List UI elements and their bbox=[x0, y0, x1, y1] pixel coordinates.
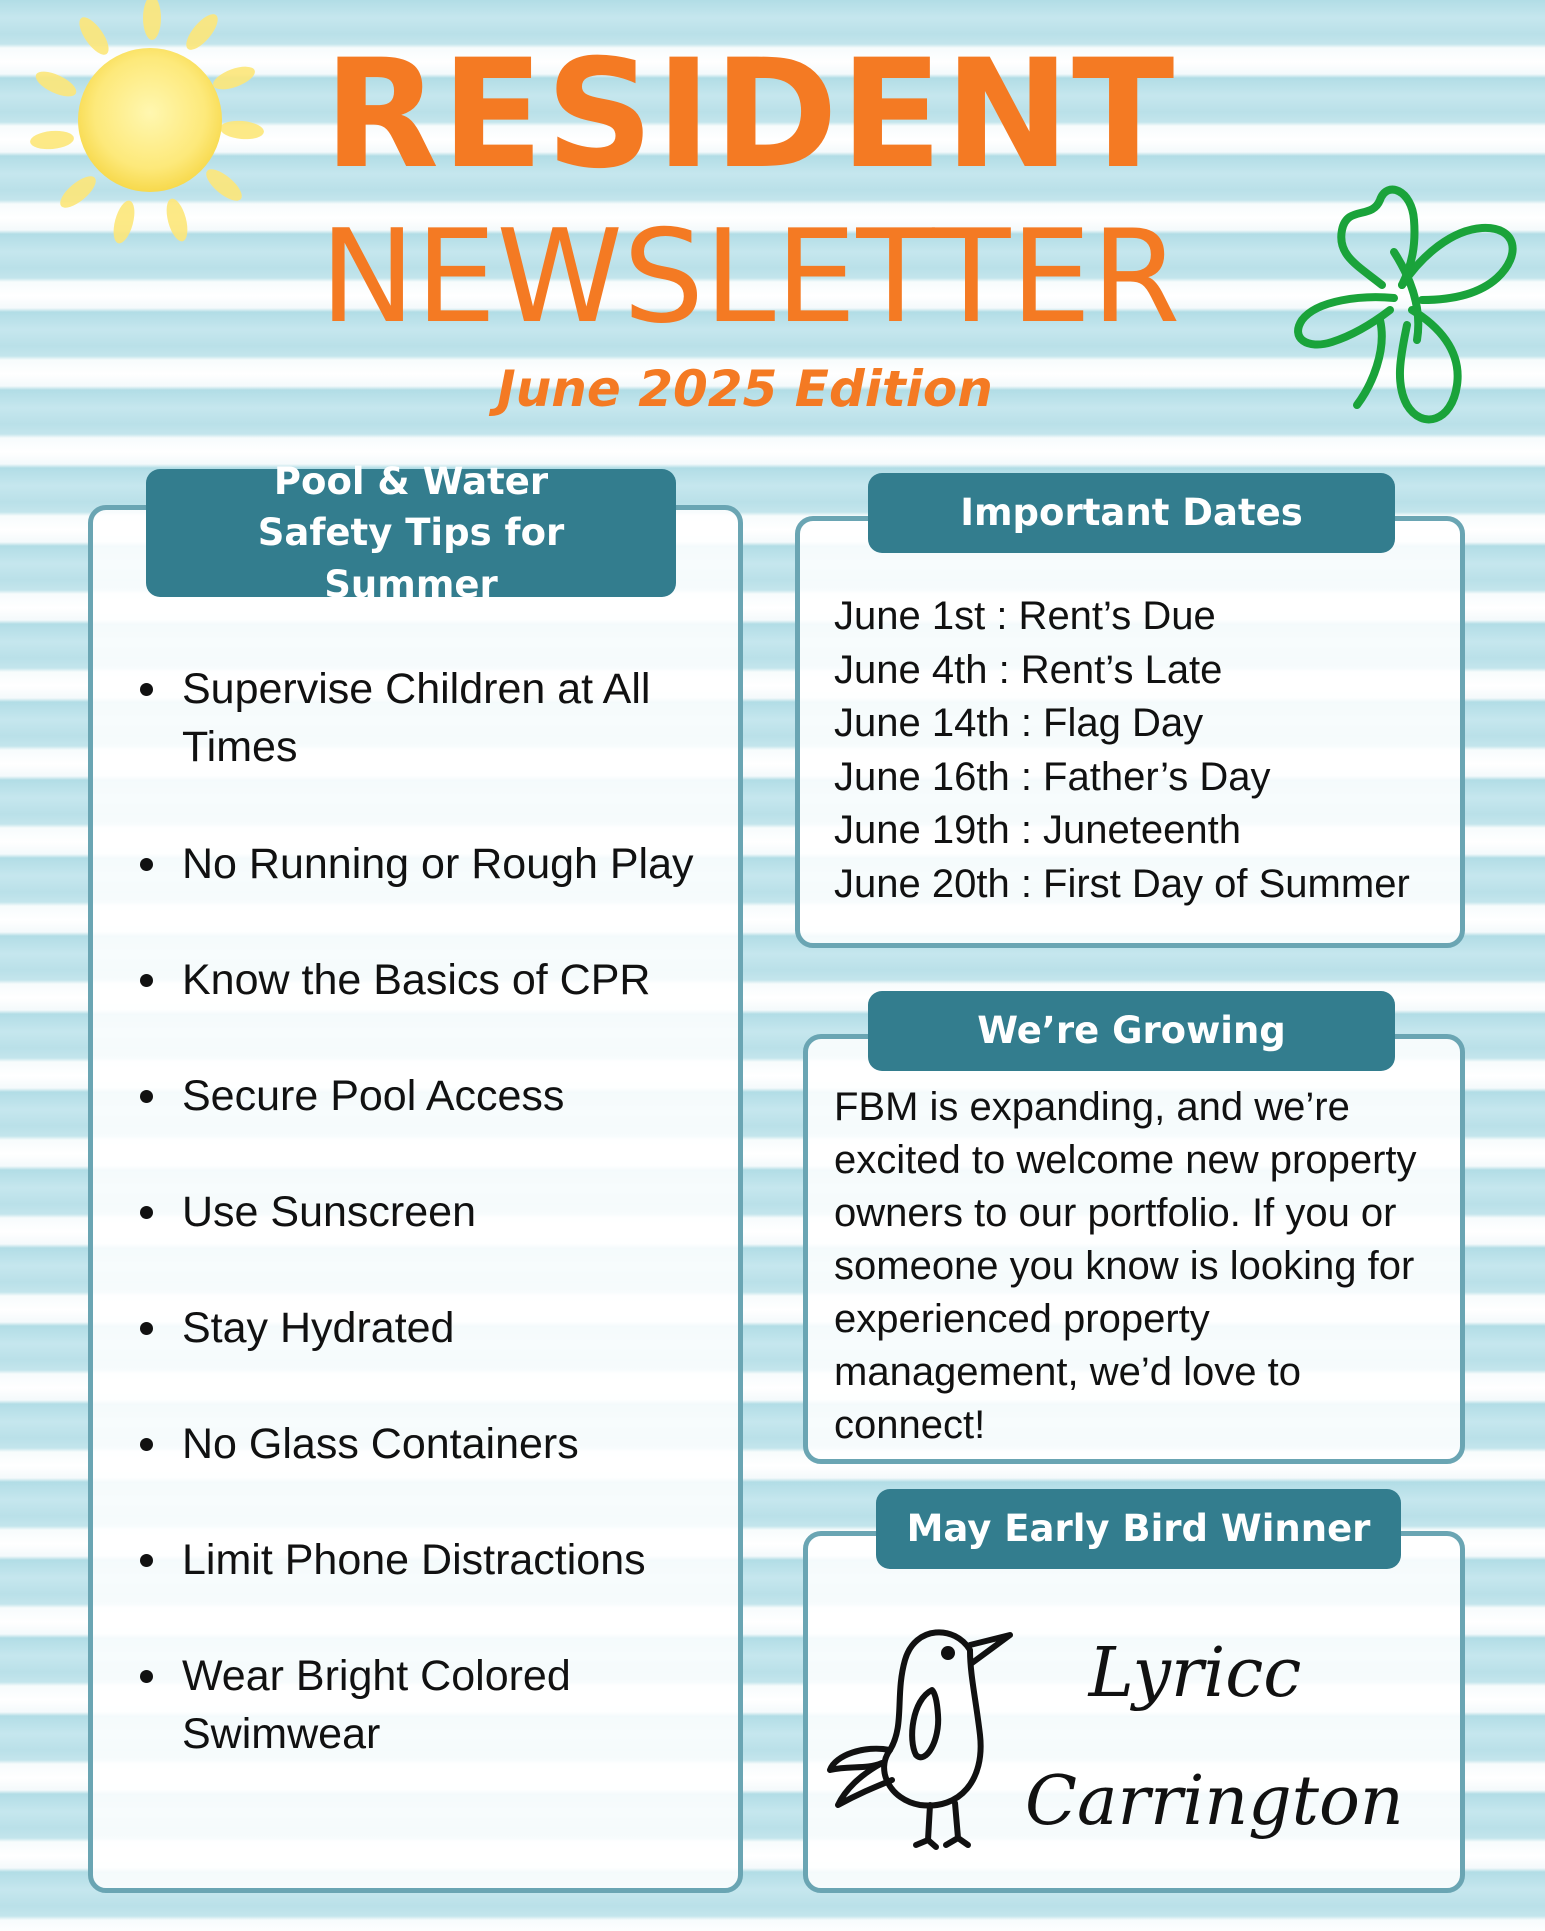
safety-tips-list bbox=[140, 660, 740, 1821]
list-item: Know the Basics of CPR bbox=[140, 951, 740, 1009]
early-bird-heading: May Early Bird Winner bbox=[876, 1489, 1401, 1569]
list-item: No Glass Containers bbox=[140, 1415, 740, 1473]
date-item: June 1st : Rent’s Due bbox=[834, 594, 1216, 638]
list-item: Supervise Children at All Times bbox=[140, 660, 740, 776]
date-item: June 19th : Juneteenth bbox=[834, 808, 1241, 852]
important-dates-heading: Important Dates bbox=[868, 473, 1395, 553]
date-item: June 20th : First Day of Summer bbox=[834, 861, 1410, 906]
list-item: Limit Phone Distractions bbox=[140, 1531, 740, 1589]
date-item: June 16th : Father’s Day bbox=[834, 754, 1271, 799]
date-item: June 4th : Rent’s Late bbox=[834, 647, 1223, 692]
newsletter-title-line1: RESIDENT bbox=[323, 28, 1177, 202]
growing-heading: We’re Growing bbox=[868, 991, 1395, 1071]
list-item: Stay Hydrated bbox=[140, 1299, 740, 1357]
winner-last-name: Carrington bbox=[1025, 1762, 1404, 1841]
bird-icon bbox=[820, 1605, 1040, 1855]
list-item: Wear Bright Colored Swimwear bbox=[140, 1647, 740, 1763]
edition-subtitle: June 2025 Edition bbox=[497, 360, 993, 418]
newsletter-title-line2: NEWSLETTER bbox=[319, 203, 1181, 352]
growing-body-text: FBM is expanding, and we’re excited to welcome new property owners to our portfolio. If you or someone you know is looking for experienced property management, we’d love to connect! bbox=[834, 1085, 1417, 1447]
safety-tips-heading: Pool & Water Safety Tips for Summer bbox=[146, 469, 676, 597]
winner-first-name: Lyricc bbox=[1088, 1634, 1302, 1713]
list-item: Secure Pool Access bbox=[140, 1067, 740, 1125]
list-item: No Running or Rough Play bbox=[140, 835, 740, 893]
important-dates-list bbox=[834, 590, 1474, 911]
date-item: June 14th : Flag Day bbox=[834, 701, 1204, 745]
list-item: Use Sunscreen bbox=[140, 1183, 740, 1241]
